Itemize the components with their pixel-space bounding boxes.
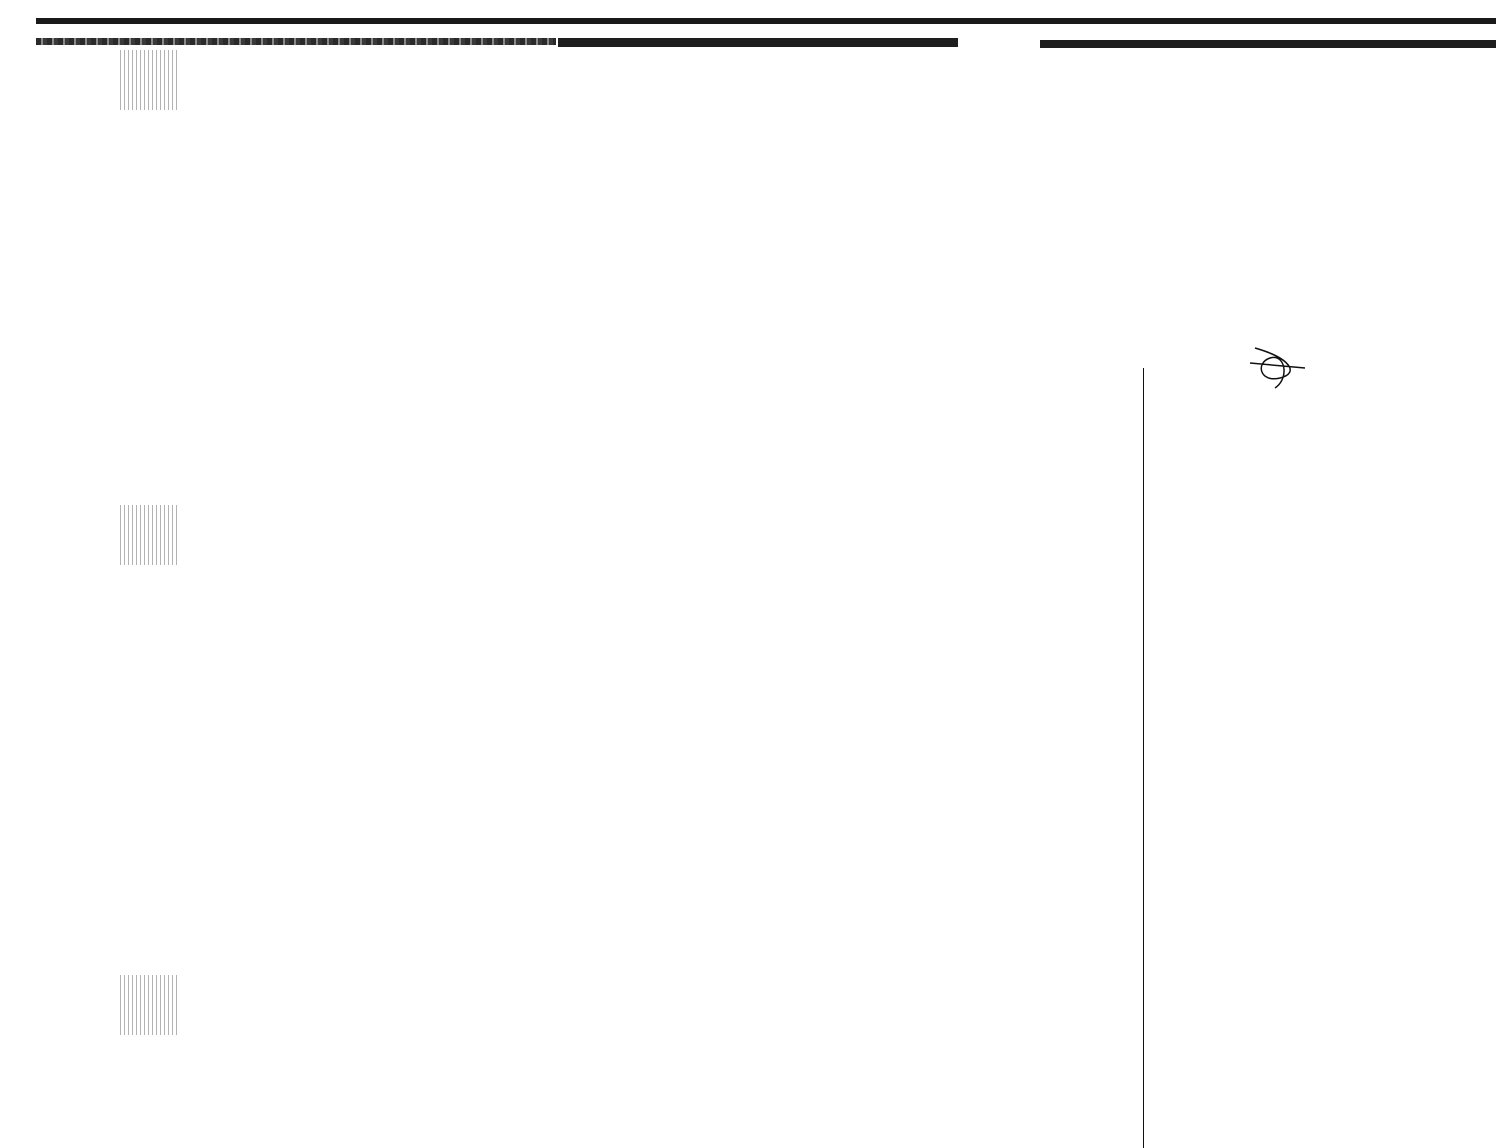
scan-border-top <box>36 18 1496 24</box>
scan-noise <box>120 50 180 110</box>
rotated-document-page <box>170 150 1410 1030</box>
scan-border-segment <box>558 38 958 47</box>
scan-border-segment <box>1040 40 1496 48</box>
signature-mark <box>1240 338 1310 398</box>
decree-underline <box>1143 368 1144 1148</box>
scan-border-segment <box>36 38 556 45</box>
